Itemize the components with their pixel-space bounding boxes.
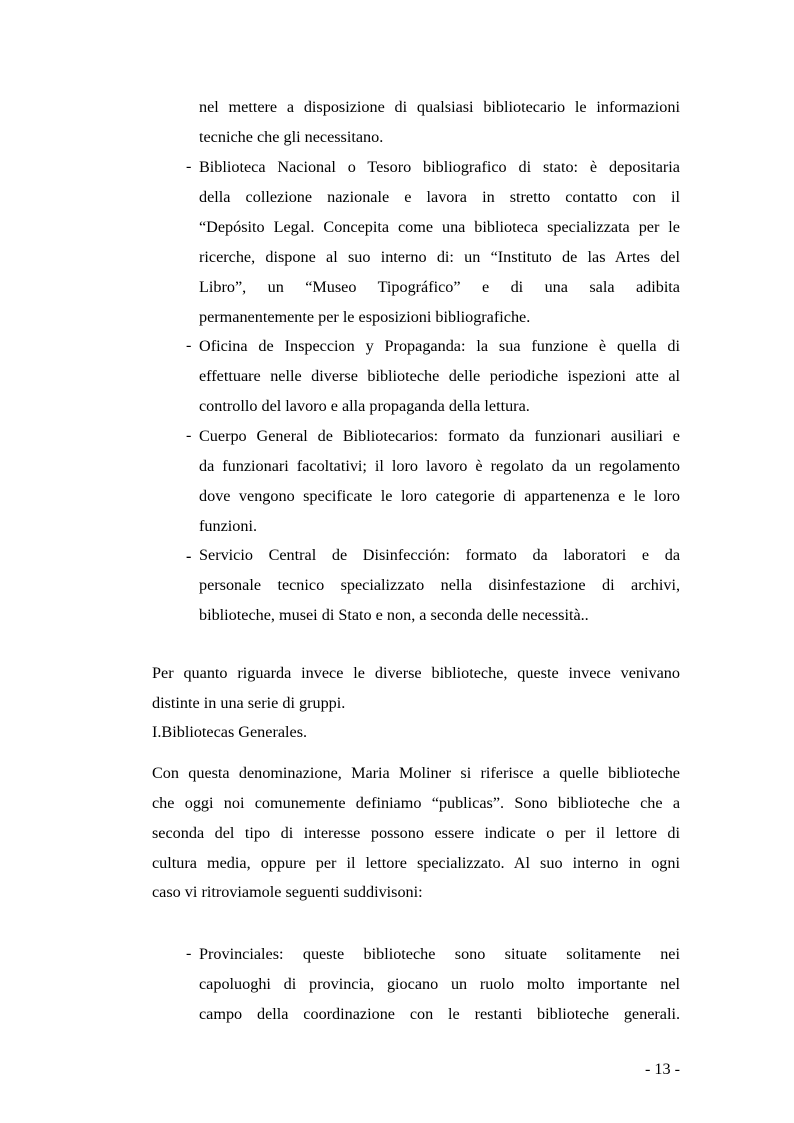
text-line: “Depósito Legal. Concepita come una biblioteca specializzata per le (199, 218, 680, 236)
text-line: Provinciales: queste biblioteche sono situate solitamente nei (199, 945, 680, 963)
text-line: dove vengono specificate le loro categorie di appartenenza e le loro (199, 487, 680, 505)
text-line: Libro”, un “Museo Tipográfico” e di una sala adibita (199, 278, 680, 296)
text-line: Biblioteca Nacional o Tesoro bibliografico di stato: è depositaria (199, 158, 680, 176)
text-line: Cuerpo General de Bibliotecarios: formato da funzionari ausiliari e (199, 427, 680, 445)
paragraph-line: Con questa denominazione, Maria Moliner si riferisce a quelle biblioteche (152, 764, 680, 782)
text-line: funzioni. (199, 517, 257, 535)
text-line: personale tecnico specializzato nella disinfestazione di archivi, (199, 576, 680, 594)
text-line: ricerche, dispone al suo interno di: un “Instituto de las Artes del (199, 248, 680, 266)
paragraph-line: seconda del tipo di interesse possono essere indicate o per il lettore di (152, 824, 680, 842)
bullet-dash: - (186, 426, 192, 444)
text-line: controllo del lavoro e alla propaganda della lettura. (199, 397, 530, 415)
paragraph-line: distinte in una serie di gruppi. (152, 694, 346, 712)
text-line: Oficina de Inspeccion y Propaganda: la sua funzione è quella di (199, 337, 680, 355)
section-heading: I.Bibliotecas Generales. (152, 723, 308, 741)
text-line: permanentemente per le esposizioni bibliografiche. (199, 308, 531, 326)
bullet-dash: - (186, 944, 192, 962)
text-line: Servicio Central de Disinfección: formato da laboratori e da (199, 546, 680, 564)
paragraph-line: Per quanto riguarda invece le diverse biblioteche, queste invece venivano (152, 664, 680, 682)
paragraph-line: cultura media, oppure per il lettore specializzato. Al suo interno in ogni (152, 854, 680, 872)
paragraph-line: che oggi noi comunemente definiamo “publicas”. Sono biblioteche che a (152, 794, 680, 812)
bullet-dash: - (186, 157, 192, 175)
bullet-dash: - (186, 336, 192, 354)
paragraph-line: caso vi ritroviamole seguenti suddivisoni: (152, 883, 423, 901)
text-line: della collezione nazionale e lavora in stretto contatto con il (199, 188, 680, 206)
text-line: nel mettere a disposizione di qualsiasi bibliotecario le informazioni (199, 98, 680, 116)
page-number: - 13 - (644, 1060, 680, 1078)
text-line: capoluoghi di provincia, giocano un ruolo molto importante nel (199, 975, 680, 993)
bullet-dash: - (186, 547, 192, 565)
text-line: da funzionari facoltativi; il loro lavoro è regolato da un regolamento (199, 457, 680, 475)
text-line: biblioteche, musei di Stato e non, a seconda delle necessità.. (199, 606, 589, 624)
text-line: effettuare nelle diverse biblioteche delle periodiche ispezioni atte al (199, 367, 680, 385)
text-line: tecniche che gli necessitano. (199, 128, 384, 146)
text-line: campo della coordinazione con le restanti biblioteche generali. (199, 1005, 680, 1023)
